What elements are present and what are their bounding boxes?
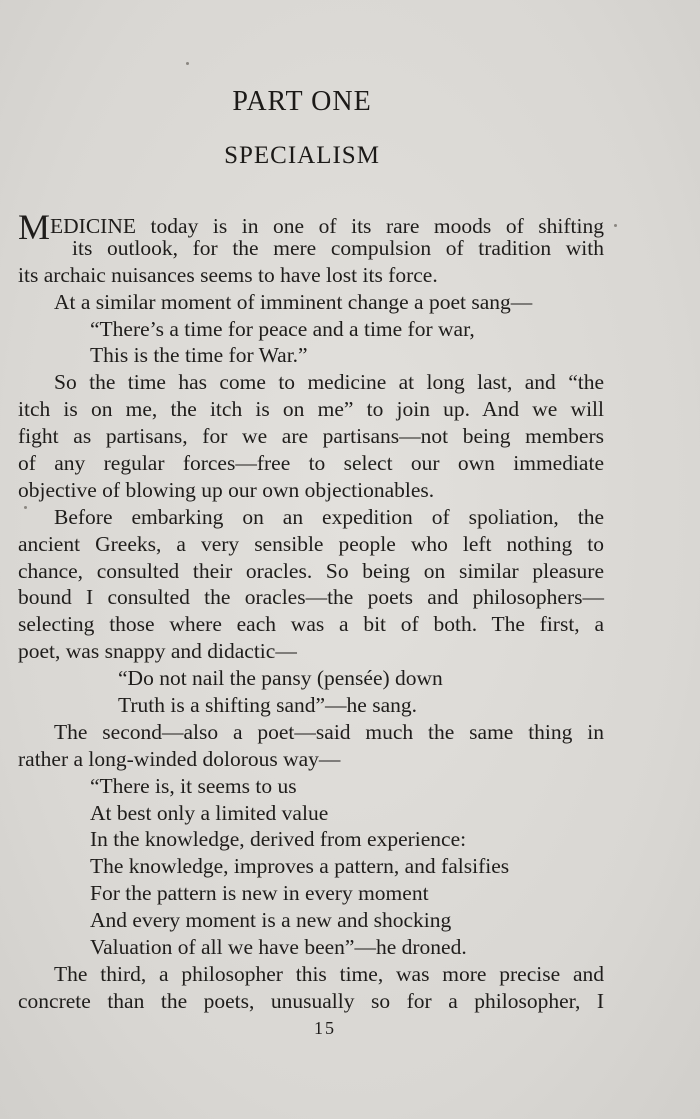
text-line-12: Before embarking on an expedition of spoliation, the <box>54 504 604 529</box>
text-line-30: concrete than the poets, unusually so for a philosopher, I <box>18 988 604 1013</box>
paper-speck <box>614 224 617 227</box>
text-line-20: The second—also a poet—said much the same thing in <box>54 719 604 744</box>
verse-line-2: This is the time for War.” <box>90 343 308 368</box>
text-line-13: ancient Greeks, a very sensible people who left nothing to <box>18 531 604 556</box>
line-text: EDICINE today is in one of its rare moods of shifting <box>50 214 604 238</box>
text-line-15: bound I consulted the oracles—the poets and philosophers— <box>18 585 604 610</box>
text-line-1 <box>18 207 604 247</box>
text-line-8: itch is on me, the itch is on me” to join up. And we will <box>18 397 604 422</box>
text-line-16: selecting those where each was a bit of both. The first, a <box>18 612 604 637</box>
text-line-9: fight as partisans, for we are partisans—not being members <box>18 424 604 449</box>
verse-line-1: “There’s a time for peace and a time for war, <box>90 316 475 341</box>
paper-speck <box>186 62 189 65</box>
verse-line-10: And every moment is a new and shocking <box>90 908 452 933</box>
verse-line-6: At best only a limited value <box>90 800 329 825</box>
drop-cap: M <box>18 207 51 247</box>
section-title: SPECIALISM <box>224 142 380 169</box>
text-line-14: chance, consulted their oracles. So being on similar pleasure <box>18 558 604 583</box>
verse-line-8: The knowledge, improves a pattern, and falsifies <box>90 854 510 879</box>
part-title: PART ONE <box>232 86 372 117</box>
text-line-29: The third, a philosopher this time, was more precise and <box>54 961 604 986</box>
verse-line-5: “There is, it seems to us <box>90 773 297 798</box>
verse-line-7: In the knowledge, derived from experience: <box>90 827 467 852</box>
text-line-3: its archaic nuisances seems to have lost its force. <box>18 262 438 287</box>
text-line-21: rather a long-winded dolorous way— <box>18 746 341 771</box>
verse-line-11: Valuation of all we have been”—he droned. <box>90 935 467 960</box>
verse-line-9: For the pattern is new in every moment <box>90 881 429 906</box>
text-line-17: poet, was snappy and didactic— <box>18 639 297 664</box>
text-line-10: of any regular forces—free to select our own immediate <box>18 451 604 476</box>
page-number: 15 <box>314 1018 336 1038</box>
verse-line-3: “Do not nail the pansy (pensée) down <box>118 666 443 691</box>
text-line-2: its outlook, for the mere compulsion of tradition with <box>72 235 604 260</box>
text-line-7: So the time has come to medicine at long last, and “the <box>54 370 604 395</box>
paper-speck <box>24 506 27 509</box>
verse-line-4: Truth is a shifting sand”—he sang. <box>118 693 417 718</box>
body-text <box>18 208 604 1015</box>
text-line-11: objective of blowing up our own objectionables. <box>18 477 435 502</box>
text-line-4: At a similar moment of imminent change a poet sang— <box>54 289 533 314</box>
